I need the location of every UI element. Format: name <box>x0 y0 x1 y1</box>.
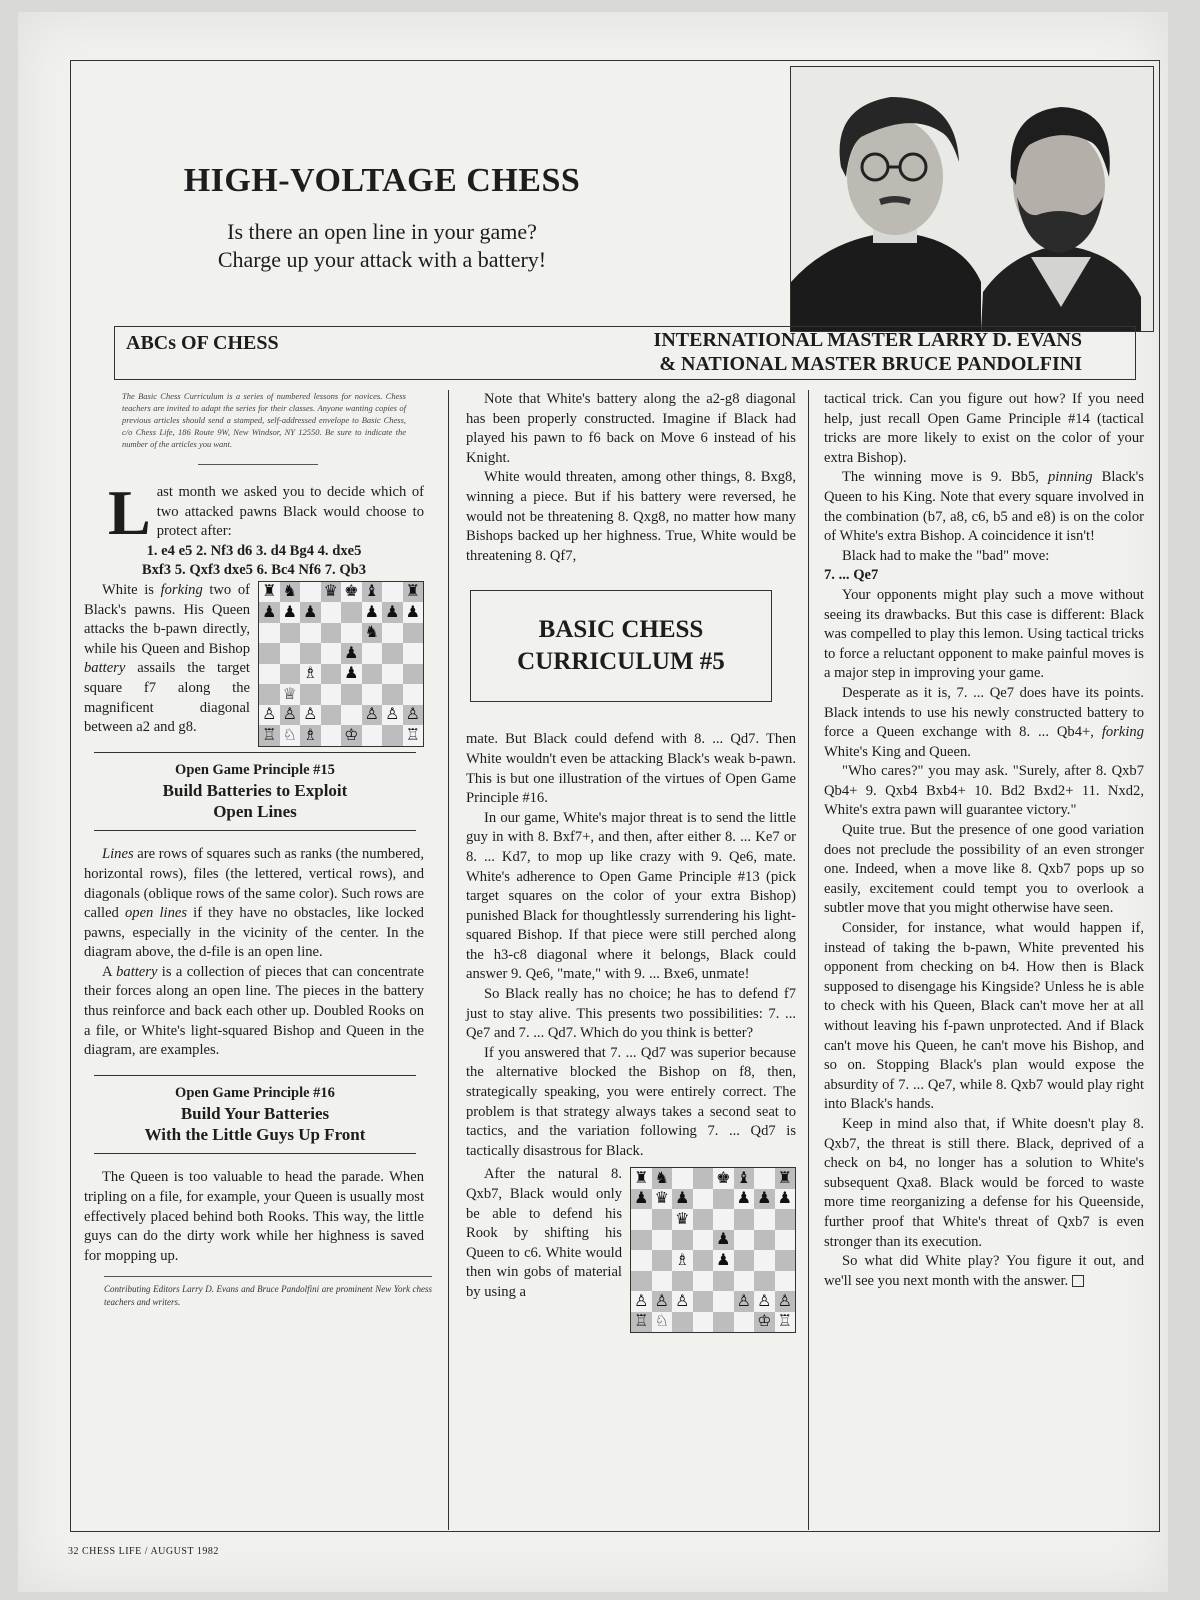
chess-piece: ♙ <box>385 706 400 724</box>
chess-piece: ♜ <box>777 1169 792 1187</box>
board-square <box>713 1189 734 1210</box>
board-square <box>672 1271 693 1292</box>
col2-paragraph-4: In our game, White's major threat is to send the little guy in with 8. Bxf7+, and then, after either 8. ... Ke7 or 8. ... Kd7, to mop up like crazy with 9. Qe6, mate. White's adherence to Open Game Principle #13 (pick target squares on the color of your extra Bishop) punished Black for thoughtlessly surrendering his light-squared Bishop. If that piece were still perched along the h3-c8 diagonal where it belongs, Black could answer 9. Qe6, "mate," with 9. ... Bxe6, unmate! <box>466 809 796 983</box>
column-2 <box>466 390 796 1333</box>
board-square <box>631 1312 652 1333</box>
col3-paragraph-10: So what did White play? You figure it out, and we'll see you next month with the answer. <box>824 1253 1144 1289</box>
drop-cap: L <box>108 477 151 548</box>
board-square <box>341 664 362 685</box>
board-square <box>713 1209 734 1230</box>
chess-piece: ♙ <box>757 1292 772 1310</box>
board-square <box>754 1312 775 1333</box>
moves-line-1: 1. e4 e5 2. Nf3 d6 3. d4 Bg4 4. dxe5 <box>146 542 362 559</box>
board-square <box>300 705 321 726</box>
board-square <box>300 664 321 685</box>
board-square <box>362 684 383 705</box>
col2-paragraph-2: White would threaten, among other things, 8. Bxg8, winning a piece. But if his battery were reversed, he would not be threatening 8. Qxg8, no matter how many Bishops backed up her highness. True, White would be threatening 8. Qf7, <box>466 469 796 564</box>
forking-paragraph: ♜ ♞ ♛ ♚ ♝ ♜ ♟ ♟ ♟ ♟ ♟ ♟ ♞ ♟ ♗ ♟ ♕ ♙ ♙ ♙ ♙ ♙ ♙ ♖ ♘ ♗ ♔ ♖ White is forking two of Black's pawns. His Queen attacks the b-pawn directly, while his Queen and Bishop battery assails the target square f7 along the magnificent diagonal between a2 and g8. <box>84 581 424 738</box>
col3-paragraph-6: "Who cares?" you may ask. "Surely, after 8. Qxb7 Qb4+ 9. Qxb4 Bxb4+ 10. Bd2 Bxd2+ 11. Nxd2, White's extra pawn will guarantee victory." <box>824 763 1144 819</box>
chess-piece: ♙ <box>736 1292 751 1310</box>
chess-piece: ♔ <box>344 726 359 744</box>
board-square <box>280 602 301 623</box>
board-square <box>775 1312 796 1333</box>
lead-paragraph <box>84 477 424 548</box>
board-square <box>382 684 403 705</box>
headline-block <box>112 162 652 274</box>
chess-piece: ♙ <box>364 706 379 724</box>
board-square <box>652 1271 673 1292</box>
column-divider-1 <box>448 390 449 1530</box>
col3-paragraph-2: The winning move is 9. Bb5, pinning Black's Queen to his King. Note that every square involved in the combination (b7, a8, c6, b5 and e8) is on the color of White's extra Bishop. A coincidence it isn't! <box>824 469 1144 545</box>
principle-16-title-2: With the Little Guys Up Front <box>144 1125 366 1145</box>
board-square <box>672 1189 693 1210</box>
board-square <box>693 1271 714 1292</box>
curriculum-title-box <box>470 590 772 702</box>
queen-paragraph: The Queen is too valuable to head the parade. When tripling on a file, for example, your Queen is usually most effectively placed behind both Rooks. This way, the little guys can do the dirty work while her highness is saved for mopping up. <box>84 1169 424 1264</box>
board-square <box>652 1168 673 1189</box>
board-square <box>362 705 383 726</box>
board-square <box>754 1209 775 1230</box>
magazine-page <box>18 12 1168 1592</box>
chess-piece: ♗ <box>303 665 318 683</box>
board-square <box>259 684 280 705</box>
board-square <box>403 582 424 603</box>
board-square <box>341 602 362 623</box>
contributor-credits: Contributing Editors Larry D. Evans and Bruce Pandolfini are prominent New York chess teachers and writers. <box>104 1276 432 1309</box>
principle-15-number: Open Game Principle #15 <box>175 761 335 778</box>
principle-15-box <box>94 752 416 832</box>
board-square <box>693 1250 714 1271</box>
board-square <box>734 1168 755 1189</box>
board-square <box>734 1189 755 1210</box>
chess-piece: ♝ <box>736 1169 751 1187</box>
chess-piece: ♞ <box>282 583 297 601</box>
col3-paragraph-8: Consider, for instance, what would happen if, instead of taking the b-pawn, White prevented his opponent from checking on b4. How then is Black supposed to disengage his Kingside? Unless he is able to check with his Queen, Black can't move her at all without leaving his f-pawn unprotected. And if Black can't move his Queen, he can't move his Bishop, and so on. Stopping Black's plan would expose the absurdity of 7. ... Qe7, while 8. Qxb7 would play right into Black's hands. <box>824 920 1144 1113</box>
board-square <box>382 705 403 726</box>
col2-paragraph-3: mate. But Black could defend with 8. ... Qd7. Then White wouldn't even be attacking Black's weak b-pawn. This is but one illustration of the virtues of Open Game Principle #16. <box>466 731 796 807</box>
col3-paragraph-4: Your opponents might play such a move without seeing its drawbacks. But this case is different: Black was compelled to play this lemon. Using tactical tricks to force a reluctant opponent to make painful moves is a major step in improving your game. <box>824 586 1144 682</box>
chess-piece: ♟ <box>716 1231 731 1249</box>
board-square <box>652 1291 673 1312</box>
board-square <box>259 643 280 664</box>
board-square <box>713 1291 734 1312</box>
board-square <box>300 684 321 705</box>
short-divider <box>198 464 318 465</box>
chess-piece: ♙ <box>654 1292 669 1310</box>
chess-piece: ♗ <box>675 1251 690 1269</box>
board-square <box>362 643 383 664</box>
chess-piece: ♟ <box>344 644 359 662</box>
chess-piece: ♔ <box>757 1313 772 1331</box>
chess-piece: ♛ <box>323 583 338 601</box>
board-square <box>775 1168 796 1189</box>
curriculum-title-1: BASIC CHESS <box>538 616 704 644</box>
board-square <box>300 582 321 603</box>
byline-line-1: INTERNATIONAL MASTER LARRY D. EVANS <box>653 329 1082 351</box>
lead-text: ast month we asked you to decide which of two attacked pawns Black would choose to protect after: <box>156 484 424 540</box>
board-square <box>321 602 342 623</box>
chess-piece: ♟ <box>736 1190 751 1208</box>
board-square <box>403 725 424 746</box>
chess-piece: ♙ <box>675 1292 690 1310</box>
board-square <box>259 623 280 644</box>
board-square <box>713 1271 734 1292</box>
board-square <box>403 602 424 623</box>
board-square <box>300 725 321 746</box>
chess-piece: ♛ <box>654 1190 669 1208</box>
board-square <box>693 1291 714 1312</box>
chess-piece: ♟ <box>757 1190 772 1208</box>
board-square <box>259 582 280 603</box>
board-square <box>734 1312 755 1333</box>
board-square <box>321 684 342 705</box>
board-square <box>362 623 383 644</box>
chess-piece: ♙ <box>634 1292 649 1310</box>
curriculum-title-2: CURRICULUM #5 <box>517 648 725 676</box>
board-square <box>280 664 301 685</box>
chess-piece: ♞ <box>364 624 379 642</box>
author-byline <box>562 328 1082 376</box>
board-square <box>382 643 403 664</box>
board-square <box>631 1168 652 1189</box>
lines-paragraph: Lines are rows of squares such as ranks (the numbered, horizontal rows), files (the lettered, vertical rows), and diagonals (oblique rows of the same color). Such rows are called open lines if they have no obstacles, like locked pawns, especially in the vicinity of the center. In the diagram above, the d-file is an open line. <box>84 846 424 961</box>
board-square <box>631 1230 652 1251</box>
board-square <box>403 643 424 664</box>
board-square <box>280 725 301 746</box>
board-square <box>382 664 403 685</box>
board-square <box>652 1230 673 1251</box>
chess-piece: ♘ <box>282 726 297 744</box>
board-square <box>652 1312 673 1333</box>
board-square <box>754 1168 775 1189</box>
chess-piece: ♚ <box>716 1169 731 1187</box>
board-square <box>693 1312 714 1333</box>
board-square <box>280 643 301 664</box>
board-square <box>693 1230 714 1251</box>
board-square <box>280 623 301 644</box>
board-square <box>321 664 342 685</box>
chess-piece: ♟ <box>282 603 297 621</box>
board-square <box>734 1250 755 1271</box>
authors-photo-illustration <box>791 67 1153 331</box>
board-square <box>300 602 321 623</box>
board-square <box>713 1250 734 1271</box>
board-square <box>775 1230 796 1251</box>
board-square <box>775 1209 796 1230</box>
curriculum-note: The Basic Chess Curriculum is a series of numbered lessons for novices. Chess teachers are invited to adapt the series for their classes. Anyone wanting copies of previous articles should send a stamped, self-addressed envelope to Basic Chess, c/o Chess Life, 186 Route 9W, New Windsor, NY 12550. Be sure to indicate the number of the articles you want. <box>122 391 406 449</box>
chess-piece: ♟ <box>675 1190 690 1208</box>
article-dek <box>112 218 652 274</box>
principle-16-box <box>94 1075 416 1155</box>
chess-piece: ♟ <box>634 1190 649 1208</box>
board-square <box>341 705 362 726</box>
board-square <box>754 1271 775 1292</box>
board-square <box>672 1250 693 1271</box>
board-square <box>672 1230 693 1251</box>
board-square <box>693 1209 714 1230</box>
chess-piece: ♖ <box>405 726 420 744</box>
chess-piece: ♙ <box>282 706 297 724</box>
chess-piece: ♝ <box>364 583 379 601</box>
board-square <box>631 1250 652 1271</box>
chess-piece: ♜ <box>262 583 277 601</box>
col3-paragraph-3: Black had to make the "bad" move: <box>842 547 1050 564</box>
board-square <box>734 1291 755 1312</box>
board-square <box>631 1189 652 1210</box>
board-square <box>734 1230 755 1251</box>
board-square <box>631 1271 652 1292</box>
col3-paragraph-7: Quite true. But the presence of one good variation does not preclude the possibility of an even stronger one. Indeed, when a move like 8. Qxb7 pops up so easily, excitement could tempt you to overlook a subtler move that you might otherwise have seen. <box>824 822 1144 917</box>
chess-piece: ♙ <box>405 706 420 724</box>
board-square <box>259 725 280 746</box>
board-square <box>362 725 383 746</box>
chess-piece: ♜ <box>405 583 420 601</box>
board-square <box>280 684 301 705</box>
board-square <box>280 582 301 603</box>
board-square <box>341 582 362 603</box>
board-square <box>652 1250 673 1271</box>
chess-piece: ♙ <box>777 1292 792 1310</box>
chess-piece: ♙ <box>303 706 318 724</box>
board-square <box>382 582 403 603</box>
board-square <box>382 725 403 746</box>
authors-photo <box>790 66 1154 332</box>
col2-paragraph-6: If you answered that 7. ... Qd7 was superior because the alternative blocked the Bishop on f8, then, strategically speaking, you were entirely correct. The problem is that strategy always takes a second seat to tactics, and the variation following 7. ... Qd7 is tactically disastrous for Black. <box>466 1044 796 1159</box>
board-square <box>259 602 280 623</box>
board-square <box>280 705 301 726</box>
end-of-article-mark <box>1072 1275 1084 1287</box>
page-footer: 32 CHESS LIFE / AUGUST 1982 <box>68 1546 219 1557</box>
board-square <box>775 1291 796 1312</box>
chess-piece: ♙ <box>262 706 277 724</box>
board-square <box>713 1230 734 1251</box>
principle-15-title-1: Build Batteries to Exploit <box>162 781 348 801</box>
board-square <box>672 1168 693 1189</box>
chess-piece: ♟ <box>777 1190 792 1208</box>
board-square <box>652 1189 673 1210</box>
chess-piece: ♟ <box>385 603 400 621</box>
board-square <box>631 1291 652 1312</box>
board-square <box>321 643 342 664</box>
chess-piece: ♟ <box>303 603 318 621</box>
board-square <box>300 623 321 644</box>
board-square <box>672 1209 693 1230</box>
bad-move: 7. ... Qe7 <box>824 567 879 584</box>
chess-piece: ♟ <box>405 603 420 621</box>
board-square <box>403 684 424 705</box>
chess-piece: ♟ <box>364 603 379 621</box>
board-square <box>672 1312 693 1333</box>
dek-line-2: Charge up your attack with a battery! <box>217 247 547 272</box>
board-square <box>693 1189 714 1210</box>
chess-piece: ♜ <box>634 1169 649 1187</box>
term-battery: battery <box>84 660 126 677</box>
dek-line-1: Is there an open line in your game? <box>227 219 537 244</box>
col2-paragraph-7: ♜ ♞ ♚ ♝ ♜ ♟ ♛ ♟ ♟ ♟ ♟ ♛ ♟ ♗ ♟ ♙ ♙ ♙ ♙ ♙ ♙ ♖ ♘ ♔ ♖ After the natural 8. Qxb7, Black would only be able to defend his Rook by shifting his Queen to c6. White would then win gobs of material by using a <box>466 1165 796 1302</box>
board-square <box>341 725 362 746</box>
board-square <box>775 1271 796 1292</box>
col2-paragraph-1: Note that White's battery along the a2-g8 diagonal has been properly constructed. Imagine if Black had played his pawn to f6 back on Move 6 instead of his Knight. <box>466 391 796 466</box>
chess-piece: ♖ <box>777 1313 792 1331</box>
principle-16-title-1: Build Your Batteries <box>180 1104 330 1124</box>
board-square <box>734 1209 755 1230</box>
board-square <box>362 582 383 603</box>
chess-piece: ♚ <box>344 583 359 601</box>
column-divider-2 <box>808 390 809 1530</box>
board-square <box>300 643 321 664</box>
board-square <box>775 1250 796 1271</box>
board-square <box>403 664 424 685</box>
chess-piece: ♞ <box>654 1169 669 1187</box>
principle-16-number: Open Game Principle #16 <box>175 1084 335 1101</box>
board-square <box>362 602 383 623</box>
board-square <box>672 1291 693 1312</box>
section-label: ABCs OF CHESS <box>126 332 279 354</box>
board-square <box>259 664 280 685</box>
board-square <box>321 623 342 644</box>
board-square <box>713 1168 734 1189</box>
article-headline: HIGH-VOLTAGE CHESS <box>183 162 581 199</box>
chess-piece: ♟ <box>344 665 359 683</box>
board-square <box>341 623 362 644</box>
board-square <box>693 1168 714 1189</box>
byline-line-2: & NATIONAL MASTER BRUCE PANDOLFINI <box>659 353 1082 375</box>
board-square <box>321 582 342 603</box>
col2-paragraph-5: So Black really has no choice; he has to defend f7 just to stay alive. This presents two possibilities: 7. ... Qe7 and 7. ... Qd7. Which do you think is better? <box>466 986 796 1042</box>
board-square <box>259 705 280 726</box>
chess-piece: ♕ <box>282 685 297 703</box>
chess-piece: ♖ <box>634 1313 649 1331</box>
board-square <box>382 623 403 644</box>
chess-diagram-2 <box>630 1167 796 1333</box>
board-square <box>341 684 362 705</box>
board-square <box>403 623 424 644</box>
col3-paragraph-1: tactical trick. Can you figure out how? If you need help, just recall Open Game Principle #14 (tactical tricks are more likely to exist on the color of your extra Bishop). <box>824 391 1144 466</box>
board-square <box>754 1291 775 1312</box>
col3-paragraph-5: Desperate as it is, 7. ... Qe7 does have its points. Black intends to use his newly constructed battery to force a Queen exchange with 8. ... Qb4+, forking White's King and Queen. <box>824 684 1144 760</box>
chess-piece: ♘ <box>654 1313 669 1331</box>
board-square <box>734 1271 755 1292</box>
chess-piece: ♟ <box>716 1251 731 1269</box>
column-3 <box>824 390 1144 1291</box>
board-square <box>754 1250 775 1271</box>
board-square <box>403 705 424 726</box>
column-1 <box>84 390 432 1309</box>
board-square <box>775 1189 796 1210</box>
board-square <box>321 705 342 726</box>
board-square <box>754 1189 775 1210</box>
board-square <box>713 1312 734 1333</box>
chess-diagram-1 <box>258 581 424 747</box>
board-square <box>652 1209 673 1230</box>
board-square <box>321 725 342 746</box>
chess-piece: ♖ <box>262 726 277 744</box>
board-square <box>631 1209 652 1230</box>
term-forking: forking <box>160 581 203 598</box>
board-square <box>341 643 362 664</box>
principle-15-title-2: Open Lines <box>213 802 297 822</box>
chess-piece: ♟ <box>262 603 277 621</box>
board-square <box>362 664 383 685</box>
battery-paragraph: A battery is a collection of pieces that can concentrate their forces along an open line. The pieces in the battery thus reinforce and back each other up. Doubled Rooks on a file, or White's light-squared Bishop and Queen in the diagram, are examples. <box>84 963 424 1059</box>
chess-piece: ♗ <box>303 726 318 744</box>
board-square <box>382 602 403 623</box>
chess-piece: ♛ <box>675 1210 690 1228</box>
board-square <box>754 1230 775 1251</box>
moves-line-2: Bxf3 5. Qxf3 dxe5 6. Bc4 Nf6 7. Qb3 <box>141 562 367 579</box>
col3-paragraph-9: Keep in mind also that, if White doesn't play 8. Qxb7, the threat is still there. Black, deprived of a check on b4, no longer has a solution to White's subsequent Qxa8. Black would be forced to waste more time reorganizing a defense for his Queenside, further proof that White's threat of Qxb7 is even stronger than its execution. <box>824 1115 1144 1250</box>
